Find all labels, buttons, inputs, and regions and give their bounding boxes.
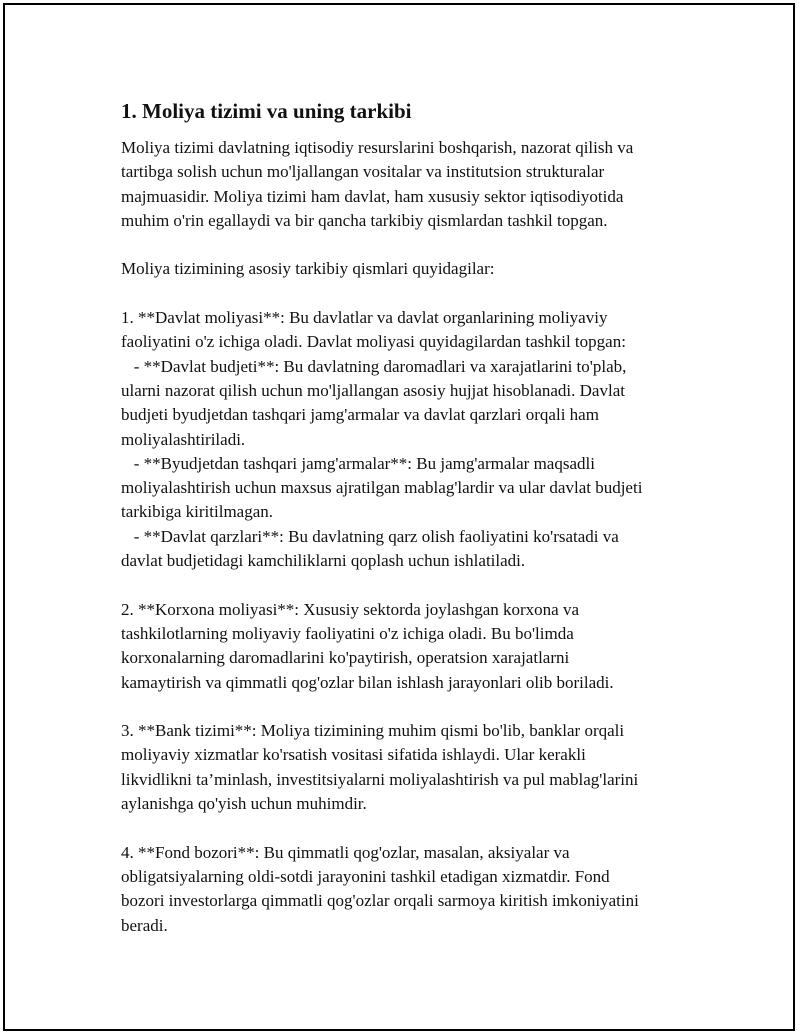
paragraph-line: tashkilotlarning moliyaviy faoliyatini o'z ichiga oladi. Bu bo'limda xyxy=(121,623,574,643)
paragraph-line: faoliyatini o'z ichiga oladi. Davlat moliyasi quyidagilardan tashkil topgan: xyxy=(121,332,626,352)
paragraph-bank-tizimi xyxy=(121,719,721,816)
paragraph-line: Moliya tizimi davlatning iqtisodiy resurslarini boshqarish, nazorat qilish va xyxy=(121,138,634,157)
paragraph-line: kamaytirish va qimmatli qog'ozlar bilan ishlash jarayonlari olib boriladi. xyxy=(121,672,614,692)
paragraph-line: - **Davlat budjeti**: Bu davlatning daromadlari va xarajatlarini to'plab, xyxy=(121,356,627,376)
paragraph-line: muhim o'rin egallaydi va bir qancha tarkibiy qismlardan tashkil topgan. xyxy=(121,210,608,230)
paragraph-line: - **Davlat qarzlari**: Bu davlatning qarz olish faoliyatini ko'rsatadi va xyxy=(121,526,619,546)
paragraph-intro xyxy=(121,136,721,233)
paragraph-line: beradi. xyxy=(121,915,168,935)
paragraph-line: Moliya tizimining asosiy tarkibiy qismlari quyidagilar: xyxy=(121,259,495,279)
paragraph-korxona-moliyasi xyxy=(121,598,721,695)
paragraph-list-intro xyxy=(121,257,721,281)
document-title: 1. Moliya tizimi va uning tarkibi xyxy=(121,99,412,123)
paragraph-line: 1. **Davlat moliyasi**: Bu davlatlar va davlat organlarining moliyaviy xyxy=(121,308,608,328)
paragraph-line: moliyaviy xizmatlar ko'rsatish vositasi sifatida ishlaydi. Ular kerakli xyxy=(121,745,586,765)
paragraph-line: tarkibiga kiritilmagan. xyxy=(121,502,274,522)
paragraph-line: likvidlikni ta’minlash, investitsiyalarni moliyalashtirish va pul mablag'larini xyxy=(121,769,639,789)
paragraph-line: obligatsiyalarning oldi-sotdi jarayonini tashkil etadigan xizmatdir. Fond xyxy=(121,866,610,886)
paragraph-line: moliyalashtirish uchun maxsus ajratilgan mablag'lardir va ular davlat budjeti xyxy=(121,478,643,498)
paragraph-line: 2. **Korxona moliyasi**: Xususiy sektorda joylashgan korxona va xyxy=(121,599,579,619)
paragraph-line: moliyalashtiriladi. xyxy=(121,429,246,449)
document-body xyxy=(121,97,721,962)
page-frame xyxy=(3,3,795,1031)
paragraph-line: bozori investorlarga qimmatli qog'ozlar orqali sarmoya kiritish imkoniyatini xyxy=(121,891,639,911)
paragraph-line: majmuasidir. Moliya tizimi ham davlat, ham xususiy sektor iqtisodiyotida xyxy=(121,186,624,206)
paragraph-line: 4. **Fond bozori**: Bu qimmatli qog'ozlar, masalan, aksiyalar va xyxy=(121,842,570,862)
paragraph-line: budjeti byudjetdan tashqari jamg'armalar va davlat qarzlari orqali ham xyxy=(121,405,599,425)
paragraph-line: 3. **Bank tizimi**: Moliya tizimining muhim qismi bo'lib, banklar orqali xyxy=(121,721,625,741)
paragraph-fond-bozori xyxy=(121,841,721,938)
paragraph-line: ularni nazorat qilish uchun mo'ljallangan asosiy hujjat hisoblanadi. Davlat xyxy=(121,380,625,400)
paragraph-line: tartibga solish uchun mo'ljallangan vositalar va institutsion strukturalar xyxy=(121,162,605,182)
paragraph-line: davlat budjetidagi kamchiliklarni qoplash uchun ishlatiladi. xyxy=(121,551,526,571)
paragraph-line: aylanishga qo'yish uchun muhimdir. xyxy=(121,794,367,814)
paragraph-line: - **Byudjetdan tashqari jamg'armalar**: Bu jamg'armalar maqsadli xyxy=(121,453,595,473)
paragraph-line: korxonalarning daromadlarini ko'paytirish, operatsion xarajatlarni xyxy=(121,648,570,668)
paragraph-davlat-moliyasi xyxy=(121,306,721,573)
